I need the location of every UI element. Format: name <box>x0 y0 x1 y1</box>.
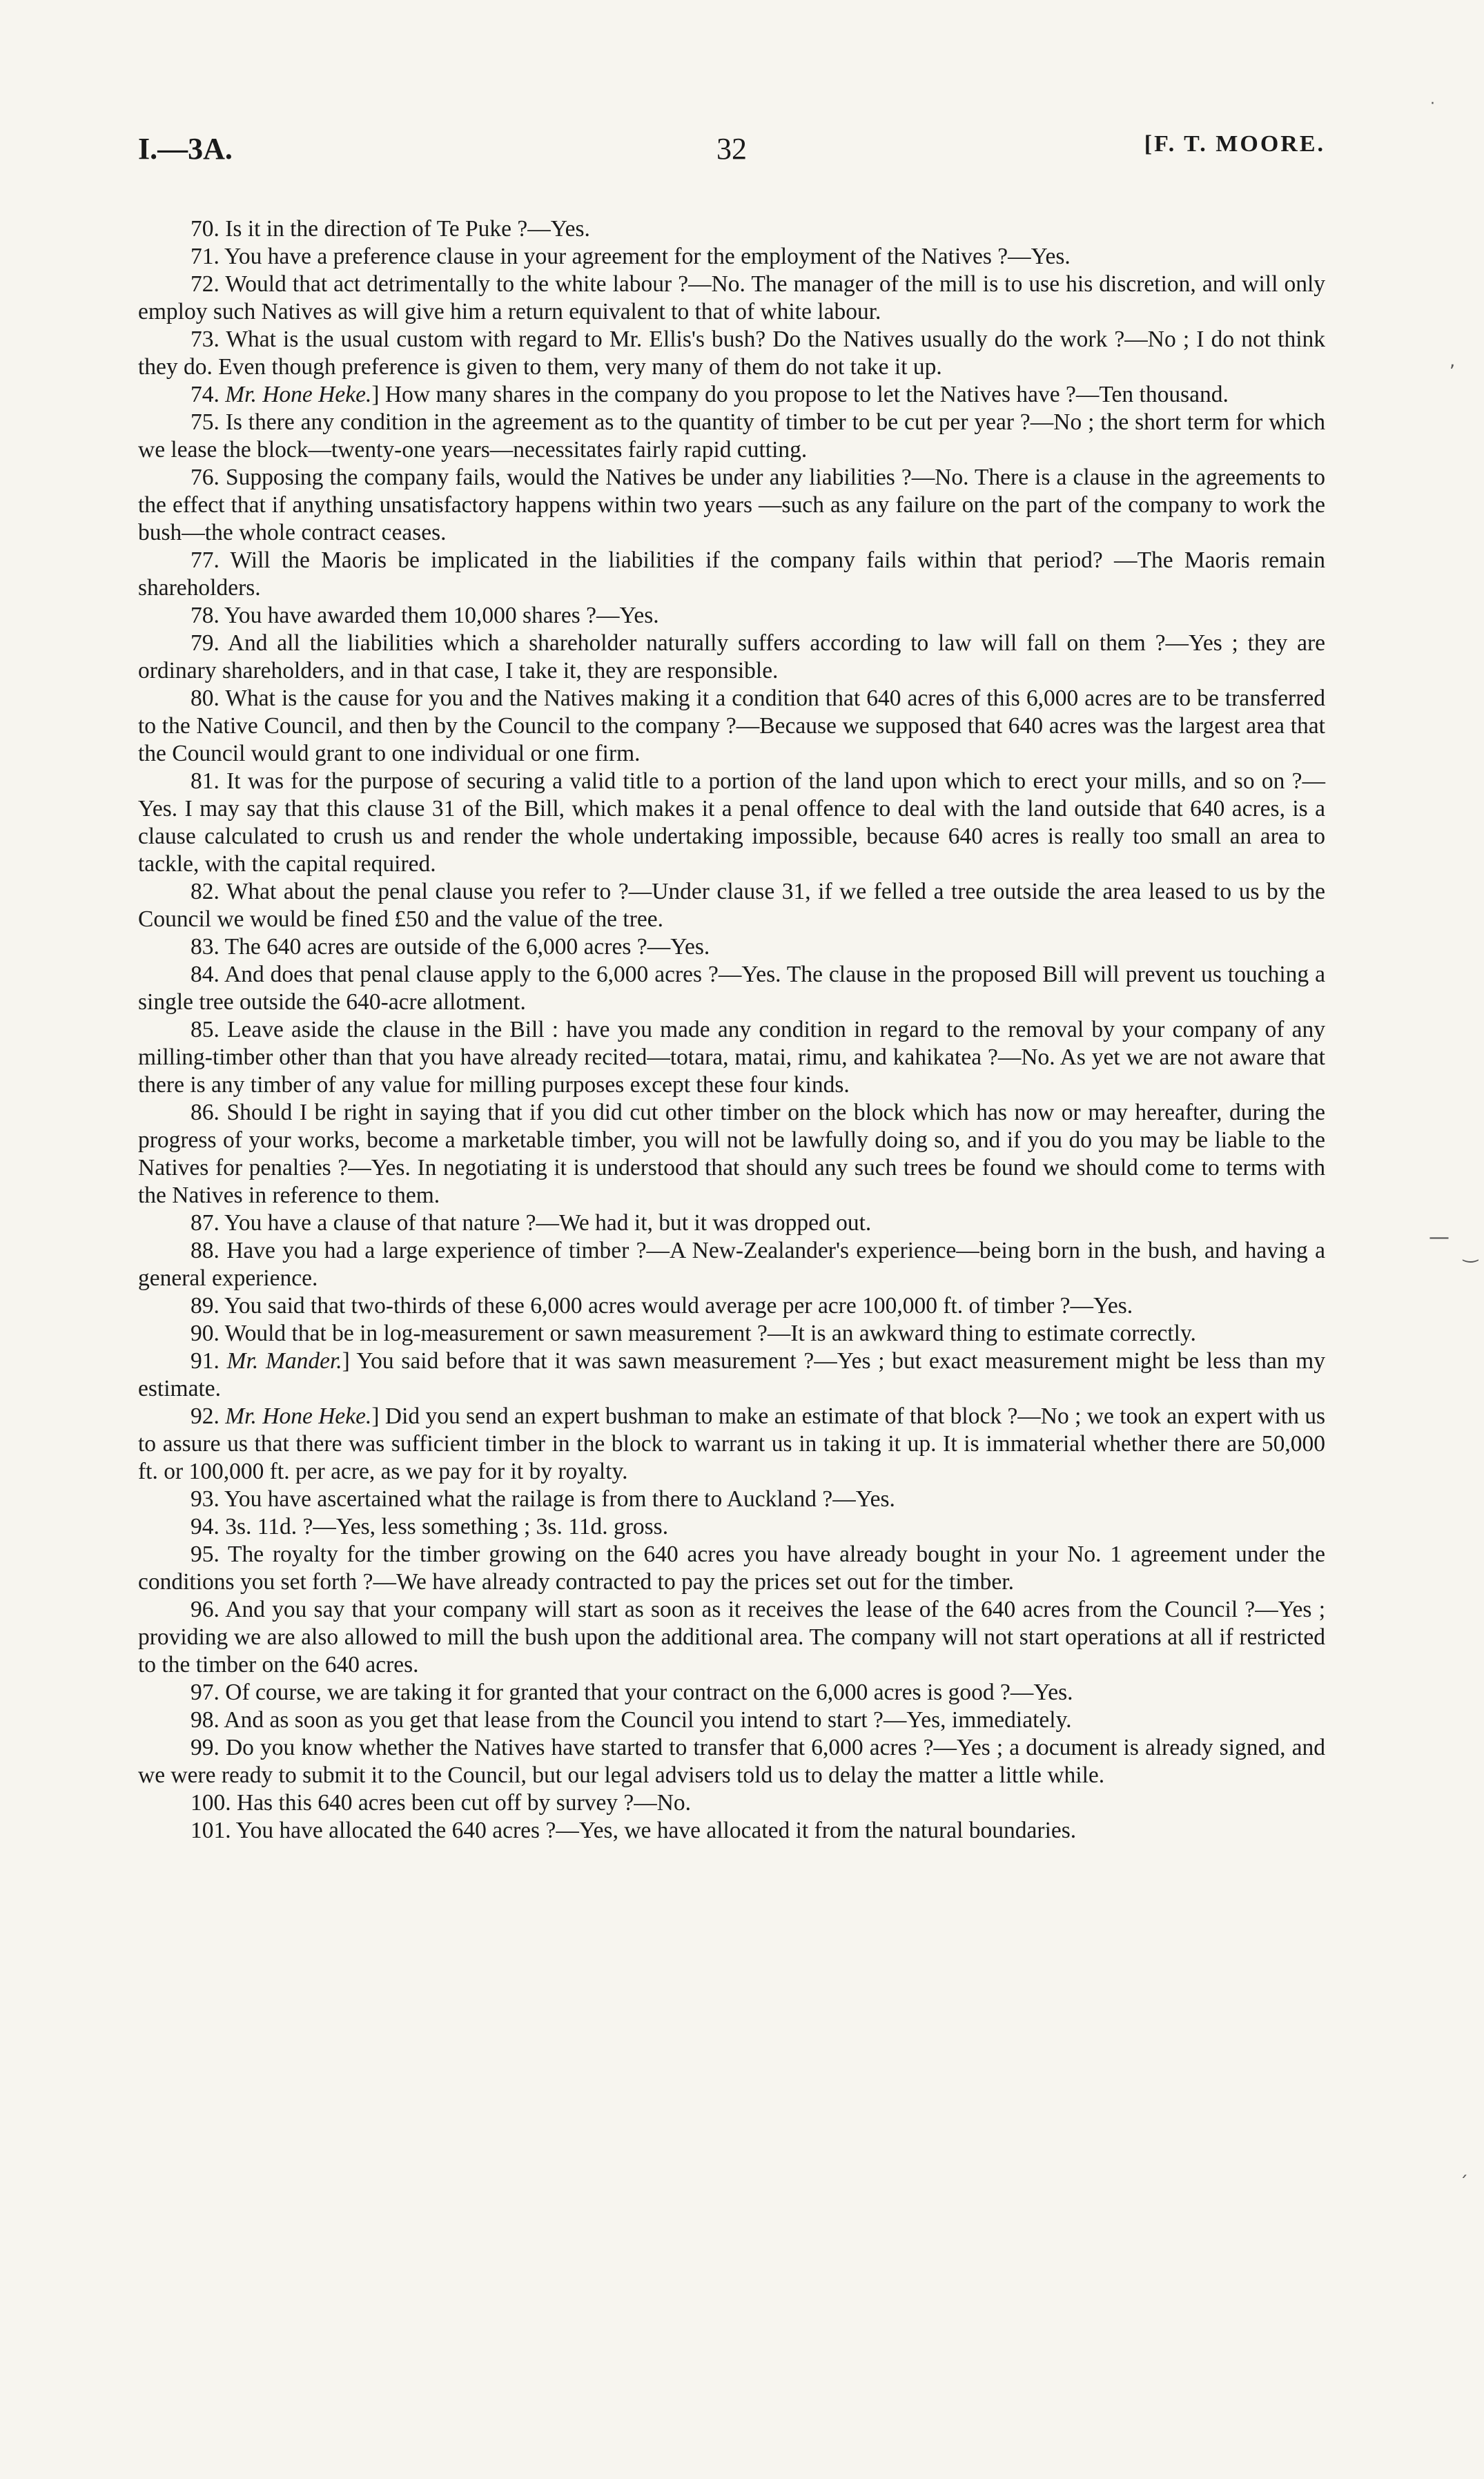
question-paragraph <box>138 326 1325 381</box>
question-paragraph <box>138 1513 1325 1541</box>
document-page <box>138 131 1325 1845</box>
question-text: 73. What is the usual custom with regard to Mr. Ellis's bush? Do the Natives usually do the work ?—No ; I do not think they do. Even though preference is given to them, very many of them do not take it up. <box>138 327 1325 380</box>
question-text: 81. It was for the purpose of securing a valid title to a portion of the land upon which to erect your mills, and so on ?—Yes. I may say that this clause 31 of the Bill, which makes it a penal offence to deal with the land outside that 640 acres, is a clause calculated to crush us and render the whole undertaking impossible, because 640 acres is really too small an area to tackle, with the capital required. <box>138 768 1325 877</box>
question-text: 90. Would that be in log-measurement or sawn measurement ?—It is an awkward thing to estimate correctly. <box>191 1321 1196 1346</box>
question-text: 95. The royalty for the timber growing on the 640 acres you have already bought in your No. 1 agreement under the conditions you set forth ?—We have already contracted to pay the prices set out for the timber. <box>138 1542 1325 1595</box>
question-text-continued: ] Did you send an expert bushman to make an estimate of that block ?—No ; we took an expert with us to assure us that there was sufficient timber in the block to warrant us in taking it up. It is immaterial whether there are 50,000 ft. or 100,000 ft. per acre, as we pay for it by royalty. <box>138 1403 1326 1484</box>
speaker-name: Mr. Hone Heke. <box>225 1403 372 1429</box>
question-text-continued: ] How many shares in the company do you propose to let the Natives have ?—Ten thousand. <box>371 382 1229 407</box>
margin-dash: — <box>1429 1225 1449 1250</box>
question-paragraph <box>138 1541 1325 1596</box>
page-number: 32 <box>716 132 747 166</box>
question-text: 78. You have awarded them 10,000 shares ?—Yes. <box>191 603 659 628</box>
question-text: 87. You have a clause of that nature ?—We had it, but it was dropped out. <box>191 1210 872 1236</box>
question-paragraph <box>138 1707 1325 1734</box>
question-paragraph <box>138 1486 1325 1513</box>
question-paragraph <box>138 1734 1325 1789</box>
paper-reference: I.—3A. <box>138 132 233 166</box>
question-text: 88. Have you had a large experience of timber ?—A New-Zealander's experience—being born in the bush, and having a general experience. <box>138 1238 1325 1291</box>
question-paragraph <box>138 1320 1325 1348</box>
question-paragraph <box>138 243 1325 271</box>
question-paragraph <box>138 1209 1325 1237</box>
question-text: 89. You said that two-thirds of these 6,000 acres would average per acre 100,000 ft. of timber ?—Yes. <box>191 1293 1133 1319</box>
question-paragraph <box>138 1596 1325 1679</box>
question-text: 100. Has this 640 acres been cut off by survey ?—No. <box>191 1790 692 1816</box>
question-text: 75. Is there any condition in the agreement as to the quantity of timber to be cut per year ?—No ; the short term for which we lease the block—twenty-one years—necessitates fairly rapid cutting. <box>138 409 1325 463</box>
question-text: 74. <box>191 382 226 407</box>
question-text: 92. <box>191 1403 226 1429</box>
question-paragraph <box>138 271 1325 326</box>
questions-body <box>138 215 1325 1845</box>
question-text: 79. And all the liabilities which a shareholder naturally suffers according to law will fall on them ?—Yes ; they are ordinary shareholders, and in that case, I take it, they are responsible. <box>138 630 1325 683</box>
question-paragraph <box>138 878 1325 933</box>
question-text: 71. You have a preference clause in your agreement for the employment of the Natives ?—Yes. <box>191 244 1071 269</box>
question-paragraph <box>138 1789 1325 1817</box>
speaker-name: Mr. Mander. <box>226 1348 342 1374</box>
question-text: 101. You have allocated the 640 acres ?—Yes, we have allocated it from the natural boundaries. <box>191 1818 1077 1843</box>
margin-speck: · <box>1430 95 1435 113</box>
question-paragraph <box>138 1403 1325 1486</box>
question-text: 97. Of course, we are taking it for granted that your contract on the 6,000 acres is good ?—Yes. <box>191 1680 1073 1705</box>
question-text: 76. Supposing the company fails, would the Natives be under any liabilities ?—No. There is a clause in the agreements to the effect that if anything unsatisfactory happens within two years —such as any failure on the part of the company to work the bush—the whole contract ceases. <box>138 465 1325 545</box>
page-header <box>138 131 1325 186</box>
question-paragraph <box>138 1099 1325 1209</box>
question-text: 96. And you say that your company will start as soon as it receives the lease of the 640 acres from the Council ?—Yes ; providing we are also allowed to mill the bush upon the additional area. The company will not start operations at all if restricted to the timber on the 640 acres. <box>138 1597 1325 1678</box>
question-text: 77. Will the Maoris be implicated in the liabilities if the company fails within that period? —The Maoris remain shareholders. <box>138 547 1325 601</box>
question-text: 99. Do you know whether the Natives have started to transfer that 6,000 acres ?—Yes ; a document is already signed, and we were ready to submit it to the Council, but our legal advisers told us to delay the matter a little while. <box>138 1735 1325 1788</box>
question-text: 72. Would that act detrimentally to the white labour ?—No. The manager of the mill is to use his discretion, and will only employ such Natives as will give him a return equivalent to that of white labour. <box>138 271 1325 324</box>
question-text-continued: ] You said before that it was sawn measurement ?—Yes ; but exact measurement might be less than my estimate. <box>138 1348 1325 1401</box>
question-paragraph <box>138 1348 1325 1403</box>
question-paragraph <box>138 1016 1325 1099</box>
question-text: 98. And as soon as you get that lease from the Council you intend to start ?—Yes, immediately. <box>191 1707 1072 1733</box>
question-text: 93. You have ascertained what the railage is from there to Auckland ?—Yes. <box>191 1486 895 1512</box>
question-paragraph <box>138 768 1325 878</box>
question-text: 83. The 640 acres are outside of the 6,000 acres ?—Yes. <box>191 934 710 960</box>
margin-hook: ‿ <box>1463 1243 1478 1263</box>
question-paragraph <box>138 685 1325 768</box>
question-text: 91. <box>191 1348 227 1374</box>
question-text: 84. And does that penal clause apply to the 6,000 acres ?—Yes. The clause in the proposed Bill will prevent us touching a single tree outside the 640-acre allotment. <box>138 962 1325 1015</box>
question-text: 85. Leave aside the clause in the Bill : have you made any condition in regard to the removal by your company of any milling-timber other than that you have already recited—totara, matai, rimu, and kahikatea ?—No. As yet we are not aware that there is any timber of any value for milling purposes except these four kinds. <box>138 1017 1325 1098</box>
speaker-name: Mr. Hone Heke. <box>225 382 372 407</box>
question-text: 82. What about the penal clause you refer to ?—Under clause 31, if we felled a tree outside the area leased to us by the Council we would be fined £50 and the value of the tree. <box>138 879 1325 932</box>
witness-name: [F. T. MOORE. <box>1144 131 1325 157</box>
question-paragraph <box>138 1237 1325 1292</box>
question-paragraph <box>138 547 1325 602</box>
question-text: 70. Is it in the direction of Te Puke ?—Yes. <box>191 216 590 242</box>
question-paragraph <box>138 381 1325 409</box>
question-paragraph <box>138 215 1325 243</box>
question-paragraph <box>138 464 1325 547</box>
question-paragraph <box>138 1817 1325 1845</box>
margin-tick: ˏ <box>1459 2158 1468 2179</box>
question-text: 86. Should I be right in saying that if you did cut other timber on the block which has now or may hereafter, during the progress of your works, become a marketable timber, you will not be lawfully doing so, and if you do you may be liable to the Natives for penalties ?—Yes. In negotiating it is understood that should any such trees be found we should come to terms with the Natives in reference to them. <box>138 1100 1325 1208</box>
question-paragraph <box>138 933 1325 961</box>
question-paragraph <box>138 409 1325 464</box>
question-paragraph <box>138 602 1325 630</box>
question-paragraph <box>138 630 1325 685</box>
question-paragraph <box>138 1679 1325 1707</box>
margin-tick: , <box>1449 351 1456 371</box>
question-paragraph <box>138 1292 1325 1320</box>
question-paragraph <box>138 961 1325 1016</box>
question-text: 94. 3s. 11d. ?—Yes, less something ; 3s. 11d. gross. <box>191 1514 669 1539</box>
question-text: 80. What is the cause for you and the Natives making it a condition that 640 acres of this 6,000 acres are to be transferred to the Native Council, and then by the Council to the company ?—Because we supposed that 640 acres was the largest area that the Council would grant to one individual or one firm. <box>138 686 1325 766</box>
